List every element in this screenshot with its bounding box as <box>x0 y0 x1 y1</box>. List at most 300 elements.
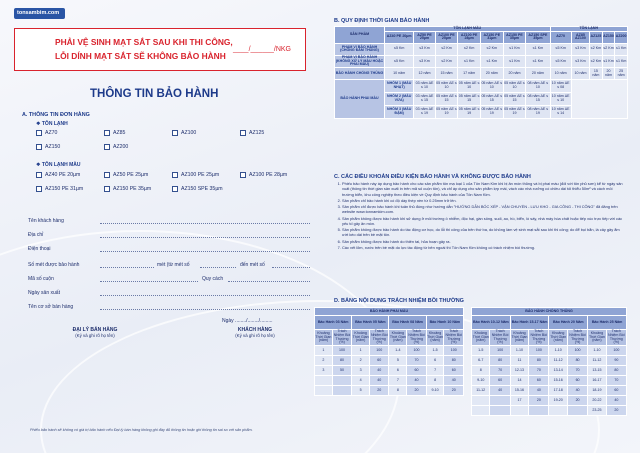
page-title: THÔNG TIN BẢO HÀNH <box>90 88 219 100</box>
fade-cell: 05 năm ΔE ≤ 19 <box>503 106 526 119</box>
color-option[interactable] <box>104 186 151 192</box>
comp-cell: 70 <box>490 366 510 376</box>
comp-cell: 80 <box>606 366 626 376</box>
fade-cell: 05 năm ΔE ≤ 19 <box>435 106 458 119</box>
comp-cell: 80 <box>490 356 510 366</box>
comp-cell: 20 <box>567 396 587 406</box>
color-group-label: ❖ TÔN LẠNH MÀU <box>36 162 81 168</box>
comp-cell <box>549 406 567 416</box>
warning-line-1: PHẢI VỆ SINH MẠT SẮT SAU KHI THI CÔNG, <box>55 37 233 47</box>
fade-row-head: BẢO HÀNH PHAI MÀU <box>335 80 385 119</box>
comp-row <box>472 406 627 416</box>
comp-cell: 17 <box>510 396 528 406</box>
period-cell: ≤3 Km <box>571 55 589 67</box>
product-col-header: AZ150 SPE 35µm <box>526 31 550 43</box>
customer-field[interactable] <box>100 223 310 224</box>
qty-from-label: mét (từ mét số <box>157 262 190 268</box>
rust-compensation-table <box>471 307 627 416</box>
fade-cell: 03 năm ΔE ≤ 10 <box>414 80 435 93</box>
comp-cell: 6 <box>426 356 444 366</box>
period-cell: 17 năm <box>458 68 481 80</box>
condition-item: 1. Phiếu bảo hành này áp dụng bảo hành cho các sản phẩm tôn mạ loại 1 của Tôn Nam Kim khi bị ăn mòn thủng và bị phai màu (đối với tôn phủ sơn) kể từ ngày sản xuất (thông tin thời gian sản xuất in trên mã số cuộn tôn), và chỉ áp dụng cho sản phẩm lợp mái, vách các nhà xưởng có chiều dài tối thiểu 50m² và cách môi trường biển, khu công nghiệp theo điều kiện về Quy định bảo hành của Tôn Nam Kim. <box>342 181 624 197</box>
comp-group-header: Bảo Hành 10 Năm <box>426 316 463 330</box>
date-label: Ngày sản xuất <box>28 290 60 296</box>
comp-cell: 3 <box>315 366 333 376</box>
product-col-header: AZ150 PE 35µm <box>503 31 526 43</box>
comp-cell: 11 <box>510 356 528 366</box>
comp-cell: 9-10 <box>426 386 444 396</box>
period-cell: ≤1 Km <box>503 43 526 55</box>
qty-from-field[interactable] <box>200 267 236 268</box>
color-option[interactable] <box>172 172 219 178</box>
checkbox-label: AZ50 PE 25µm <box>113 172 149 178</box>
comp-cell: 20 <box>407 386 426 396</box>
footer-note: Phiếu bảo hành sẽ không có giá trị bảo hành nếu Đại lý bán hàng không ghi đầy đủ thông tin hoặc ghi thông tin sai so với sản phẩm. <box>30 428 253 432</box>
plain-option[interactable] <box>172 130 196 136</box>
product-col-header: AZ100 PE 25µm <box>435 31 458 43</box>
row-label: BẢO HÀNH CHỐNG THỦNG <box>335 68 385 80</box>
period-cell: 10 năm <box>571 68 589 80</box>
comp-sub-percent: Trách Nhiệm Bồi Thường (%) <box>491 329 509 345</box>
fade-cell: 05 năm ΔE ≤ 15 <box>481 93 504 106</box>
comp-cell: 13-15 <box>588 366 606 376</box>
comp-cell: 8 <box>389 386 407 396</box>
comp-row <box>472 386 627 396</box>
col-product-header: SẢN PHẨM <box>335 27 385 44</box>
period-cell: ≤2 Km <box>590 43 603 55</box>
comp-row <box>315 376 464 386</box>
comp-group-header: Bảo Hành 10-12 Năm <box>472 316 511 330</box>
sign-date: Ngày ......../......../......... <box>222 318 273 324</box>
coil-label: Mã số cuộn <box>28 276 54 282</box>
comp-cell <box>529 406 549 416</box>
comp-cell: 1-10 <box>510 346 528 356</box>
comp-cell: 40 <box>606 396 626 406</box>
product-col-header: AZ100 PE 28µm <box>458 31 481 43</box>
fade-cell: 05 năm ΔE ≤ 10 <box>458 80 481 93</box>
period-cell: ≤2 Km <box>481 43 504 55</box>
period-cell: ≤1 Km <box>526 43 550 55</box>
phone-field[interactable] <box>100 251 310 252</box>
comp-cell: 8 <box>472 366 490 376</box>
checkbox-label: AZ100 <box>181 130 197 136</box>
comp-cell <box>490 396 510 406</box>
comp-table-title: BẢO HÀNH CHỐNG THỦNG <box>472 308 627 316</box>
checkbox[interactable] <box>104 130 110 136</box>
empty-cell <box>571 80 627 119</box>
comp-cell: 80 <box>332 356 351 366</box>
comp-cell: 100 <box>407 346 426 356</box>
comp-sub-years: Khoảng Thời Gian (năm) <box>549 330 567 346</box>
period-cell: ≤3 Km <box>414 43 435 55</box>
fade-cell: 08 năm ΔE ≤ 10 <box>526 80 550 93</box>
period-cell: ≤5 Km <box>385 43 414 55</box>
period-cell: 15 năm <box>435 68 458 80</box>
checkbox[interactable] <box>240 130 246 136</box>
checkbox-label: AZ200 <box>113 144 129 150</box>
coil-field[interactable] <box>100 281 198 282</box>
period-cell: ≤1 Km <box>481 55 504 67</box>
comp-row <box>472 346 627 356</box>
comp-cell: 70 <box>407 356 426 366</box>
comp-sub-percent: Trách Nhiệm Bồi Thường (%) <box>445 329 463 345</box>
comp-group-header: Bảo Hành 03 Năm <box>315 316 352 330</box>
comp-cell: 100 <box>444 346 464 356</box>
condition-item: 7. Các vết lõm, xước trên bề mặt do lực tác động từ bên ngoài thì Tôn Nam Kim không có trách nhiệm bồi thường. <box>342 245 624 250</box>
comp-sub-percent: Trách Nhiệm Bồi Thường (%) <box>569 329 586 345</box>
comp-cell: 40 <box>444 376 464 386</box>
comp-table-title: BẢO HÀNH PHAI MÀU <box>315 308 464 316</box>
comp-cell: 20 <box>444 386 464 396</box>
period-cell: ≤1 Km <box>615 43 628 55</box>
spec-field[interactable] <box>228 281 310 282</box>
fade-cell: 03 năm ΔE ≤ 19 <box>414 106 435 119</box>
comp-cell: 1-10 <box>588 346 606 356</box>
period-cell: 10 năm <box>385 68 414 80</box>
comp-cell: 90 <box>606 356 626 366</box>
comp-sub-years: Khoảng Thời Gian (năm) <box>588 330 606 346</box>
comp-cell: 50 <box>332 366 351 376</box>
plain-option[interactable] <box>36 144 60 150</box>
comp-row <box>315 386 464 396</box>
color-option[interactable] <box>172 186 223 192</box>
comp-cell: 100 <box>490 346 510 356</box>
comp-cell <box>332 376 351 386</box>
product-col-header: AZ200 <box>615 31 628 43</box>
period-cell: ≤1 Km <box>602 55 615 67</box>
qty-to-field[interactable] <box>272 267 310 268</box>
period-cell: ≤3 Km <box>571 43 589 55</box>
customer-signature <box>200 327 310 338</box>
conditions-list <box>334 181 624 251</box>
comp-cell: 9-10 <box>472 376 490 386</box>
period-cell: 25 năm <box>615 68 628 80</box>
qty-to-label: đến mét số <box>240 262 265 268</box>
fade-cell: 08 năm ΔE ≤ 19 <box>526 106 550 119</box>
comp-group-header: Bảo Hành 25 Năm <box>588 316 627 330</box>
period-cell: ≤2 Km <box>435 55 458 67</box>
period-cell: ≤5 Km <box>550 43 571 55</box>
comp-cell: 2 <box>315 356 333 366</box>
phone-label: Điện thoại <box>28 246 51 252</box>
comp-group-header: Bảo Hành 15-17 Năm <box>510 316 549 330</box>
comp-sub-years: Khoảng Thời Gian (năm) <box>352 330 370 346</box>
comp-row <box>315 356 464 366</box>
warning-banner <box>14 28 306 71</box>
checkbox-label: AZ150 PE 35µm <box>113 186 152 192</box>
period-cell: ≤1 Km <box>526 55 550 67</box>
plain-option[interactable] <box>240 130 264 136</box>
period-cell: 20 năm <box>503 68 526 80</box>
fade-group-label: NHÓM 1 (MÀU NHẠT) <box>385 80 414 93</box>
checkbox-label: AZ150 PE 31µm <box>45 186 84 192</box>
product-col-header: AZ150 <box>602 31 615 43</box>
comp-cell: 70 <box>606 376 626 386</box>
brand-logo: tonsambim.com <box>14 8 65 19</box>
checkbox-label: AZ40 PE 20µm <box>45 172 81 178</box>
period-cell: ≤1 Km <box>503 55 526 67</box>
dealer-signature-note: (Ký và ghi rõ họ tên) <box>75 333 115 338</box>
comp-row <box>472 356 627 366</box>
comp-cell: 60 <box>606 386 626 396</box>
section-b-heading: B. QUY ĐỊNH THỜI GIAN BẢO HÀNH <box>334 18 430 24</box>
comp-cell: 5 <box>389 356 407 366</box>
seller-field[interactable] <box>100 309 310 310</box>
comp-row <box>315 346 464 356</box>
condition-item: 2. Sản phẩm chỉ bảo hành khi có độ dày thép nền từ 0.25mm trở lên. <box>342 198 624 203</box>
comp-cell: 7 <box>426 366 444 376</box>
period-cell: 20 năm <box>481 68 504 80</box>
warning-line-2: LỖI DÍNH MẠT SẮT SẼ KHÔNG BẢO HÀNH <box>55 51 226 61</box>
comp-cell: 20 <box>370 386 389 396</box>
comp-cell: 14 <box>510 376 528 386</box>
period-cell: 20 năm <box>602 68 615 80</box>
spec-label: Quy cách <box>202 276 224 282</box>
checkbox-label: AZ70 <box>45 130 58 136</box>
comp-cell: 80 <box>529 356 549 366</box>
period-row <box>335 55 628 67</box>
period-row <box>335 68 628 80</box>
comp-cell: 100 <box>567 346 587 356</box>
comp-cell: 7 <box>389 376 407 386</box>
comp-group-header: Bảo Hành 20 Năm <box>549 316 588 330</box>
comp-row <box>472 366 627 376</box>
comp-sub-years: Khoảng Thời Gian (năm) <box>472 330 490 346</box>
address-label: Địa chỉ <box>28 232 44 238</box>
period-cell: ≤2 Km <box>458 43 481 55</box>
comp-cell: 2 <box>352 356 370 366</box>
comp-group-header: Bảo Hành 05 Năm <box>352 316 389 330</box>
condition-item: 4. Sản phẩm không được bảo hành khi sử dụng ở môi trường ô nhiễm, độc hại, gần sông, suối, ao, hồ, biển, lò sấy, nhà máy hóa chất hoặc tiếp xúc trực tiếp với các yếu tố gây ăn mòn. <box>342 216 624 227</box>
row-label: PHẠM VI BẢO HÀNH (KHÔNG XỬ LÝ MÀU HOẶC PHAI MÀU) <box>335 54 384 67</box>
comp-cell <box>332 386 351 396</box>
checkbox-label: AZ85 <box>113 130 126 136</box>
comp-cell: 20 <box>606 406 626 416</box>
fade-cell: 08 năm ΔE ≤ 15 <box>526 93 550 106</box>
fade-cell: 05 năm ΔE ≤ 15 <box>458 93 481 106</box>
comp-cell: 1 <box>352 346 370 356</box>
comp-cell: 12-13 <box>510 366 528 376</box>
comp-cell: 1-4 <box>389 346 407 356</box>
comp-cell: 70 <box>529 366 549 376</box>
plain-group-label: ❖ TÔN LẠNH <box>36 121 68 127</box>
group-plain-header: TÔN LẠNH <box>550 27 627 32</box>
date-field[interactable] <box>100 295 310 296</box>
comp-row <box>472 396 627 406</box>
comp-cell: 60 <box>444 366 464 376</box>
comp-cell: 1 <box>315 346 333 356</box>
comp-cell: 19-20 <box>549 396 567 406</box>
fade-cell: 10 năm ΔE ≤ 14 <box>550 106 571 119</box>
period-cell: ≤2 Km <box>435 43 458 55</box>
comp-cell: 11-12 <box>549 356 567 366</box>
comp-sub-years: Khoảng Thời Gian (năm) <box>389 330 407 346</box>
fade-cell: 10 năm ΔE ≤ 10 <box>550 93 571 106</box>
comp-cell: 4 <box>352 376 370 386</box>
checkbox-label: AZ150 SPE 35µm <box>181 186 223 192</box>
product-col-header: AZ40 PE 20µm <box>385 31 414 43</box>
comp-cell: 16-17 <box>588 376 606 386</box>
period-cell: 15 năm <box>590 68 603 80</box>
comp-sub-years: Khoảng Thời Gian (năm) <box>426 330 444 346</box>
checkbox-label: AZ150 <box>45 144 61 150</box>
comp-cell: 20 <box>529 396 549 406</box>
customer-signature-note: (Ký và ghi rõ họ tên) <box>235 333 275 338</box>
nkg-number: ____/______/NKG <box>233 46 291 53</box>
comp-cell: 80 <box>567 356 587 366</box>
comp-sub-years: Khoảng Thời Gian (năm) <box>315 330 333 346</box>
checkbox[interactable] <box>104 172 110 178</box>
section-d-heading: D. BẢNG NỘI DUNG TRÁCH NHIỆM BỒI THƯỜNG <box>334 298 464 304</box>
comp-cell: 60 <box>529 376 549 386</box>
product-col-header: AZ85 AZ100 <box>571 31 589 43</box>
checkbox[interactable] <box>172 172 178 178</box>
period-cell: ≤2 Km <box>590 55 603 67</box>
comp-sub-years: Khoảng Thời Gian (năm) <box>510 330 528 346</box>
comp-cell: 1-10 <box>549 346 567 356</box>
period-cell: ≤5 Km <box>385 55 414 67</box>
color-option[interactable] <box>36 172 80 178</box>
comp-cell: 100 <box>332 346 351 356</box>
product-col-header: AZ150 PE 31µm <box>481 31 504 43</box>
address-field[interactable] <box>100 237 310 238</box>
seller-label: Tên cơ sở bán hàng <box>28 304 74 310</box>
period-cell: 10 năm <box>550 68 571 80</box>
comp-cell: 40 <box>490 386 510 396</box>
checkbox[interactable] <box>36 144 42 150</box>
period-cell: ≤3 Km <box>414 55 435 67</box>
comp-cell: 1-5 <box>472 346 490 356</box>
period-row <box>335 43 628 55</box>
comp-row <box>472 376 627 386</box>
comp-cell: 100 <box>529 346 549 356</box>
comp-group-header: Bảo Hành 08 Năm <box>389 316 426 330</box>
comp-cell: 6-7 <box>472 356 490 366</box>
comp-cell: 40 <box>529 386 549 396</box>
period-cell: ≤5 Km <box>550 55 571 67</box>
condition-item: 5. Sản phẩm không được bảo hành do tác động cơ học, do lỗi thi công của bên thứ ba, do không làm vệ sinh mạt sắt sau khi thi công; do để bụi bẩn, lá cây gây ẩm ướt kéo dài trên bề mặt tôn. <box>342 227 624 238</box>
customer-label: Tên khách hàng <box>28 218 64 224</box>
fade-cell: 05 năm ΔE ≤ 15 <box>503 93 526 106</box>
comp-cell: 23-25 <box>588 406 606 416</box>
fade-cell: 05 năm ΔE ≤ 15 <box>435 93 458 106</box>
comp-cell <box>472 406 490 416</box>
comp-cell: 15-16 <box>549 376 567 386</box>
comp-cell: 100 <box>606 346 626 356</box>
comp-cell: 60 <box>490 376 510 386</box>
color-option[interactable] <box>240 172 287 178</box>
warranty-period-table <box>334 26 628 119</box>
period-cell: ≤2 Km <box>602 43 615 55</box>
product-col-header: AZ70 <box>550 31 571 43</box>
checkbox[interactable] <box>104 186 110 192</box>
comp-cell: 18-19 <box>588 386 606 396</box>
comp-cell <box>510 406 528 416</box>
fade-row <box>335 80 628 93</box>
period-cell: 12 năm <box>414 68 435 80</box>
checkbox[interactable] <box>36 186 42 192</box>
comp-cell <box>567 406 587 416</box>
product-col-header: AZ125 <box>590 31 603 43</box>
comp-cell <box>490 406 510 416</box>
color-option[interactable] <box>36 186 83 192</box>
comp-row <box>315 366 464 376</box>
comp-cell: 20-22 <box>588 396 606 406</box>
comp-cell: 6 <box>389 366 407 376</box>
comp-cell: 40 <box>407 376 426 386</box>
row-label: PHẠM VI BẢO HÀNH (CHỐNG ĐÂM THỦNG) <box>335 43 385 55</box>
section-c-heading: C. CÁC ĐIỀU KHOẢN ĐIỀU KIỆN BẢO HÀNH VÀ KHÔNG ĐƯỢC BẢO HÀNH <box>334 174 531 180</box>
comp-cell: 60 <box>407 366 426 376</box>
condition-item: 3. Sản phẩm chỉ được bảo hành khi tuân thủ đúng như hướng dẫn "HƯỚNG DẪN BỐC XẾP - VẬN CHUYỂN - LƯU KHO - GIA CÔNG - THI CÔNG" đã đăng trên website www.tonnamkim.com. <box>342 204 624 215</box>
checkbox[interactable] <box>36 172 42 178</box>
plain-option[interactable] <box>104 130 125 136</box>
comp-cell: 100 <box>370 346 389 356</box>
checkbox[interactable] <box>172 130 178 136</box>
comp-sub-percent: Trách Nhiệm Bồi Thường (%) <box>608 329 625 345</box>
checkbox-label: AZ100 PE 25µm <box>181 172 220 178</box>
comp-cell <box>315 386 333 396</box>
comp-sub-percent: Trách Nhiệm Bồi Thường (%) <box>530 329 548 345</box>
comp-sub-percent: Trách Nhiệm Bồi Thường (%) <box>370 329 388 345</box>
comp-cell: 8 <box>426 376 444 386</box>
checkbox[interactable] <box>172 186 178 192</box>
checkbox[interactable] <box>104 144 110 150</box>
comp-cell: 1-5 <box>426 346 444 356</box>
section-a-heading: A. THÔNG TIN ĐƠN HÀNG <box>22 112 90 118</box>
plain-option[interactable] <box>104 144 128 150</box>
dealer-signature-title: ĐẠI LÝ BÁN HÀNG <box>72 327 118 333</box>
fade-cell: 05 năm ΔE ≤ 10 <box>503 80 526 93</box>
period-cell: 20 năm <box>526 68 550 80</box>
period-cell: ≤1 Km <box>458 55 481 67</box>
dealer-signature <box>40 327 150 338</box>
comp-cell: 60 <box>370 356 389 366</box>
period-cell: ≤1 Km <box>615 55 628 67</box>
checkbox[interactable] <box>36 130 42 136</box>
qty-field[interactable] <box>100 267 154 268</box>
comp-cell: 5 <box>352 386 370 396</box>
plain-option[interactable] <box>36 130 57 136</box>
comp-cell: 40 <box>370 366 389 376</box>
condition-item: 6. Sản phẩm không được bảo hành do thiên tai, hỏa hoạn gây ra. <box>342 239 624 244</box>
checkbox-label: AZ125 <box>249 130 265 136</box>
fade-cell: 05 năm ΔE ≤ 10 <box>481 80 504 93</box>
color-option[interactable] <box>104 172 148 178</box>
fade-group-label: NHÓM 3 (MÀU ĐẬM) <box>385 106 414 119</box>
customer-signature-title: KHÁCH HÀNG <box>237 327 273 333</box>
comp-sub-percent: Trách Nhiệm Bồi Thường (%) <box>408 329 425 345</box>
qty-label: Số mét được bảo hành <box>28 262 80 268</box>
comp-cell: 3 <box>352 366 370 376</box>
fade-compensation-table <box>314 307 464 396</box>
comp-cell: 15-16 <box>510 386 528 396</box>
fade-group-label: NHÓM 2 (MÀU VỪA) <box>385 93 414 106</box>
comp-sub-percent: Trách Nhiệm Bồi Thường (%) <box>333 329 351 345</box>
comp-cell: 17-18 <box>549 386 567 396</box>
comp-cell: 40 <box>370 376 389 386</box>
comp-cell: 11-12 <box>472 386 490 396</box>
fade-cell: 03 năm ΔE ≤ 15 <box>414 93 435 106</box>
checkbox[interactable] <box>240 172 246 178</box>
group-color-header: TÔN LẠNH MÀU <box>385 27 551 32</box>
product-col-header: AZ50 PE 25µm <box>414 31 435 43</box>
checkbox-label: AZ100 PE 28µm <box>249 172 288 178</box>
comp-cell: 80 <box>444 356 464 366</box>
comp-cell: 60 <box>567 376 587 386</box>
fade-cell: 05 năm ΔE ≤ 10 <box>435 80 458 93</box>
comp-cell: 11-12 <box>588 356 606 366</box>
